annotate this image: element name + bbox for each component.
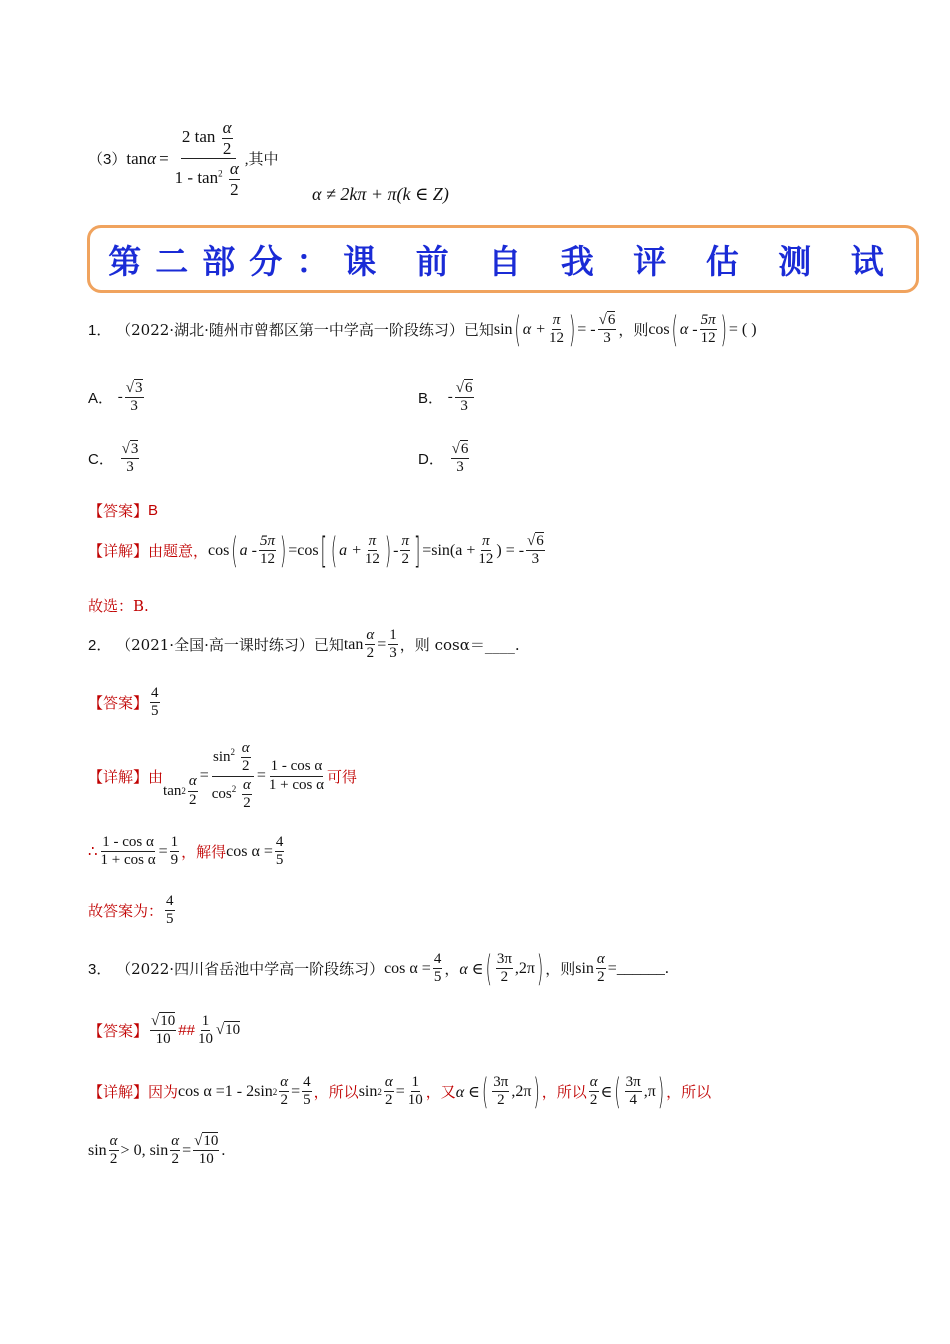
q2-stem: 2． （2021·全国·高一课时练习）已知 tan $\frac{\alpha}{2}$ = $\frac{1}{3}$ ，则 cosα＝____. <box>88 627 520 662</box>
q1-option-d[interactable]: D． $\frac{√6}{3}$ <box>418 441 469 476</box>
intro-formula: （3） tan α = 2 tan $\frac{\alpha}{2}$ $1 - \tan^2$ $\frac{\alpha}{2}$ ,其中 <box>88 118 279 199</box>
intro-tan: tan <box>126 148 148 168</box>
intro-condition: α ≠ 2kπ + π(k ∈ Z) <box>312 184 449 204</box>
q3-answer: 【答案】 $\frac{√10}{10}$ ## $\frac{1}{10}$ √10 <box>88 1013 241 1048</box>
q1-stem: 1． （2022·湖北·随州市曾都区第一中学高一阶段练习）已知 sin ( α + $\frac{\pi}{12}$ ) = - $\frac{√6}{3}$ ，则 cos ( α - $\frac{5\pi}{12}$ ) = ( ) <box>88 308 757 351</box>
q2-therefore: ∴ $\frac{\text{1 - cos α}}{\text{1 + cos α}}$ = $\frac{1}{9}$ ，解得 cos α = $\frac{4}{5}$ <box>88 834 284 869</box>
q1-source: （2022·湖北·随州市曾都区第一中学高一阶段练习）已知 <box>116 321 494 340</box>
q1-option-b[interactable]: B． - $\frac{√6}{3}$ <box>418 380 473 415</box>
section-banner <box>87 225 919 293</box>
q1-option-a[interactable]: A． - $\frac{√3}{3}$ <box>88 380 143 415</box>
intro-fraction: 2 tan $\frac{\alpha}{2}$ $1 - \tan^2$ $\frac{\alpha}{2}$ <box>174 118 239 199</box>
intro-suffix: ,其中 <box>244 152 279 169</box>
q1-answer: 【答案】 B <box>88 502 159 520</box>
q1-conclusion: 故选：B. <box>88 597 149 615</box>
q1-detail: 【详解】 由题意， cos ( a - $\frac{5\pi}{12}$ ) =cos [ ( a + $\frac{\pi}{12}$ ) - $\frac{\pi}{2}$ ] =sin(a + $\frac{\pi}{12}$ ) = - $\frac{√6}{3}$ <box>88 529 544 572</box>
banner-title: 第二部分：课 前 自 我 评 估 测 试 <box>108 241 898 281</box>
q3-final: sin $\frac{\alpha}{2}$ > 0, sin $\frac{\alpha}{2}$ = $\frac{√10}{10}$ . <box>88 1133 226 1168</box>
q1-number: 1． <box>88 322 112 340</box>
intro-number: （3） <box>88 151 127 169</box>
q2-detail: 【详解】 由 tan 2 $\frac{\alpha}{2}$ = $\sin^2$ $\frac{\alpha}{2}$ $\cos^2$ $\frac{\alpha}{2}$ = $\frac{\text{1 - cos α}}{\text{1 + cos α}}$ 可得 <box>88 740 358 811</box>
q3-stem: 3． （2022·四川省岳池中学高一阶段练习） cos α = $\frac{4}{5}$ ， α ∈ ( $\frac{3\pi}{2}$ ,2π ) ，则 sin $\frac{\alpha}{2}$ =______. <box>88 947 669 990</box>
q2-final: 故答案为： $\frac{4}{5}$ <box>88 893 174 928</box>
q3-detail: 【详解】 因为 cos α =1 - 2sin 2 $\frac{\alpha}{2}$ = $\frac{4}{5}$ ，所以 sin 2 $\frac{\alpha}{2}$ = $\frac{1}{10}$ ，又 α ∈ ( $\frac{3\pi}{2}$ ,2π ) ，所以 $\frac{\alpha}{2}$ ∈ ( $\frac{3\pi}{4}$ ,π ) ，所以 <box>88 1070 712 1113</box>
q2-answer: 【答案】 $\frac{4}{5}$ <box>88 685 159 720</box>
q1-option-c[interactable]: C． $\frac{√3}{3}$ <box>88 441 139 476</box>
